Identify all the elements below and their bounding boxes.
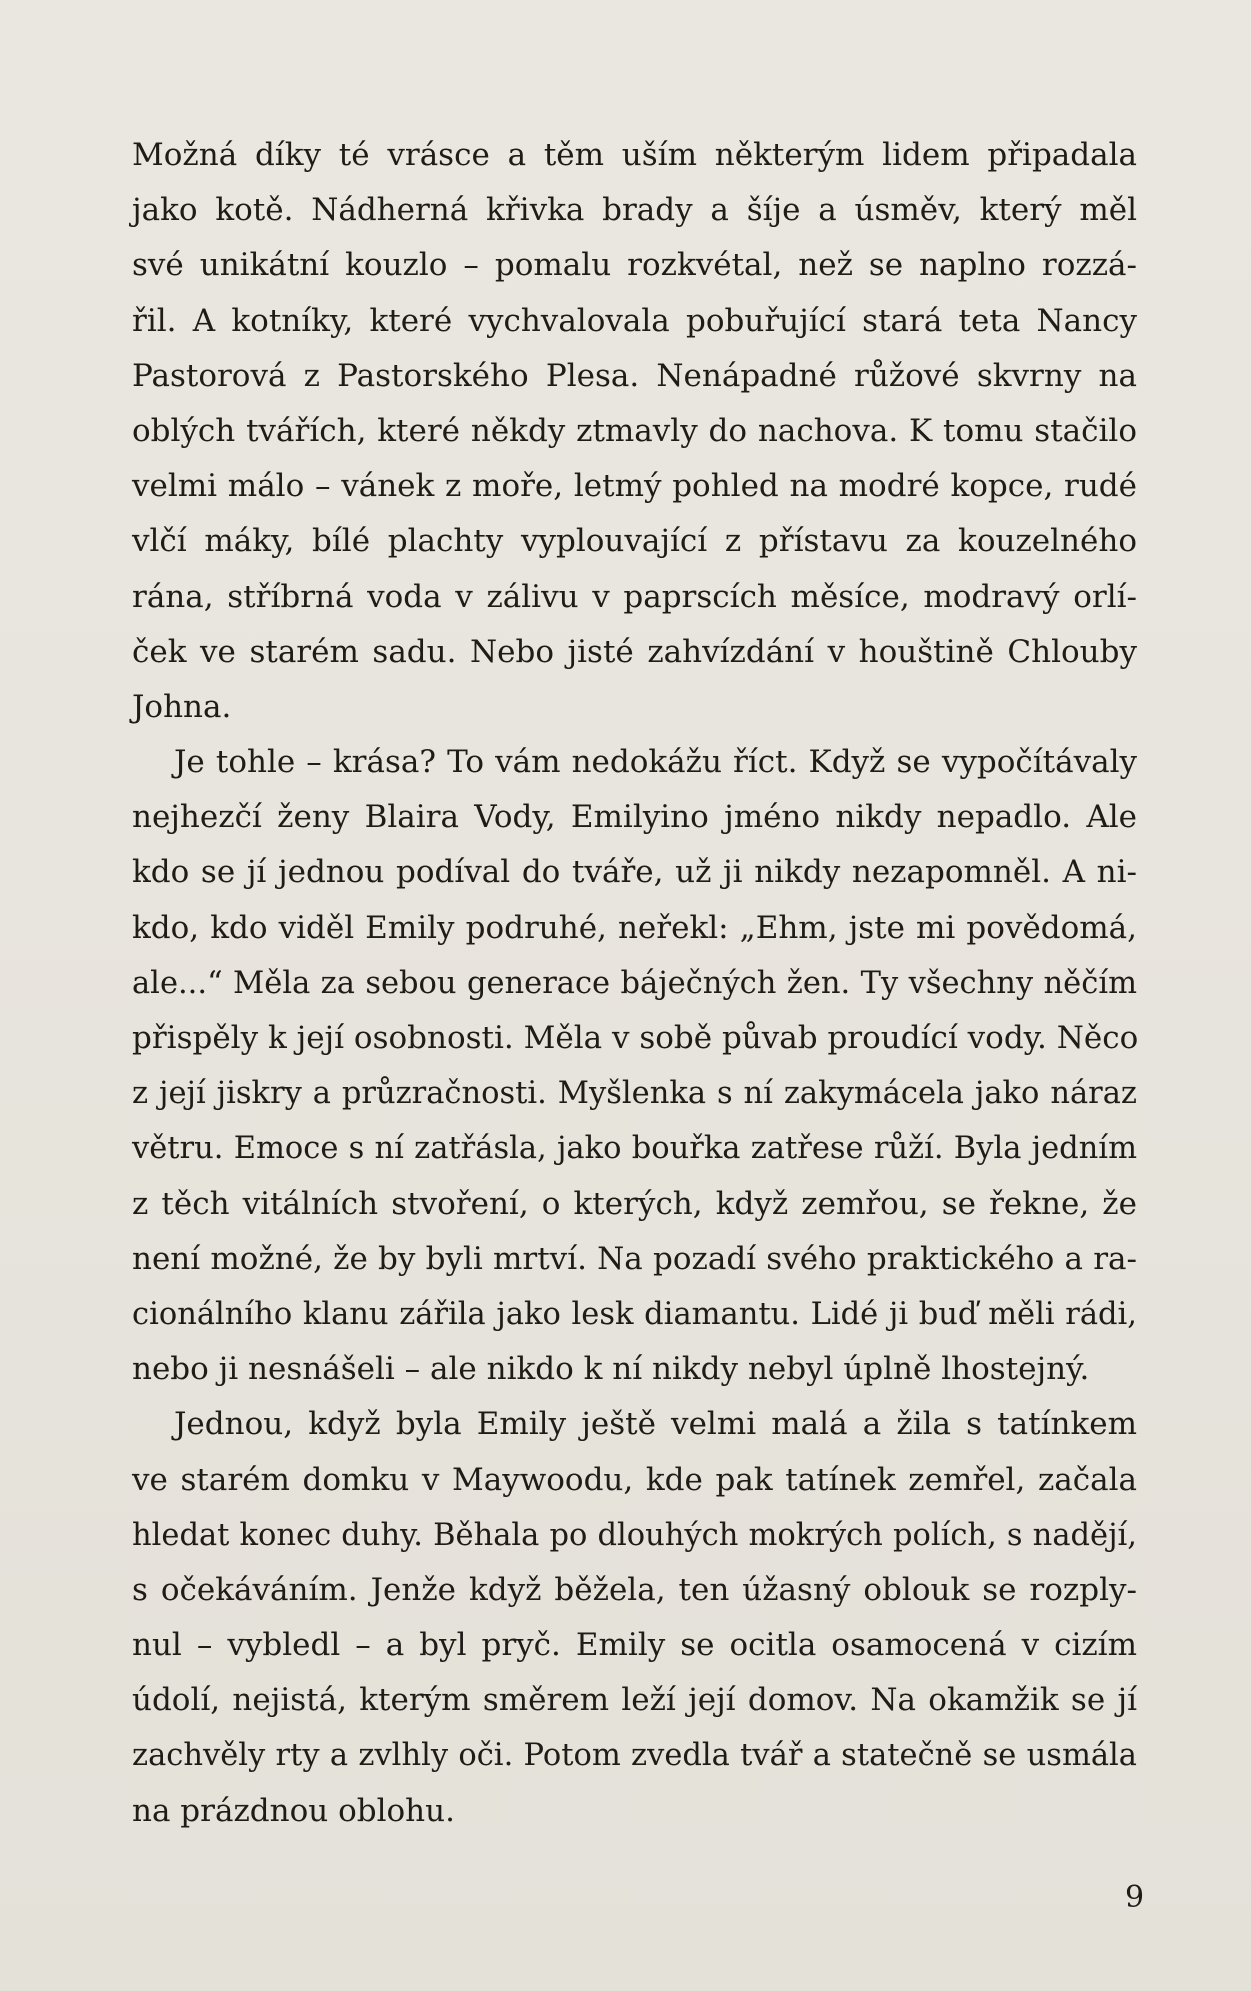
- text-line: řil. A kotníky, které vychvalovala pobuřující stará teta Nancy: [132, 302, 1137, 339]
- text-line: jako kotě. Nádherná křivka brady a šíje a úsměv, který měl: [132, 192, 1137, 229]
- body-text: [132, 128, 1137, 1839]
- text-line: s očekáváním. Jenže když běžela, ten úžasný oblouk se rozply-: [132, 1571, 1137, 1608]
- paragraph-3: [132, 1397, 1137, 1839]
- text-line: Johna.: [132, 688, 232, 725]
- text-line: zachvěly rty a zvlhly oči. Potom zvedla tvář a statečně se usmála: [132, 1738, 1137, 1774]
- text-line: z její jiskry a průzračnosti. Myšlenka s ní zakymácela jako náraz: [132, 1076, 1137, 1112]
- text-line: kdo, kdo viděl Emily podruhé, neřekl: „Ehm, jste mi povědomá,: [132, 909, 1137, 946]
- text-line: vlčí máky, bílé plachty vyplouvající z přístavu za kouzelného: [132, 523, 1137, 560]
- page-number: 9: [1125, 1880, 1145, 1915]
- text-line: nejhezčí ženy Blaira Vody, Emilyino jméno nikdy nepadlo. Ale: [132, 799, 1137, 836]
- text-line: přispěly k její osobnosti. Měla v sobě půvab proudící vody. Něco: [132, 1020, 1139, 1056]
- paragraph-1: [132, 128, 1137, 735]
- text-line: hledat konec duhy. Běhala po dlouhých mokrých polích, s nadějí,: [132, 1517, 1137, 1553]
- text-line: rána, stříbrná voda v zálivu v paprscích měsíce, modravý orlí-: [132, 578, 1137, 615]
- text-line: ve starém domku v Maywoodu, kde pak tatínek zemřel, začala: [132, 1461, 1137, 1498]
- text-line: ček ve starém sadu. Nebo jisté zahvízdání v houštině Chlouby: [132, 633, 1137, 670]
- text-line: z těch vitálních stvoření, o kterých, když zemřou, se řekne, že: [132, 1185, 1137, 1222]
- paragraph-2: [132, 735, 1137, 1397]
- text-line: své unikátní kouzlo – pomalu rozkvétal, než se naplno rozzá-: [132, 247, 1137, 284]
- text-line: Možná díky té vrásce a těm uším některým lidem připadala: [132, 137, 1137, 173]
- text-line: větru. Emoce s ní zatřásla, jako bouřka zatřese růží. Byla jedním: [132, 1131, 1137, 1167]
- text-line: nebo ji nesnášeli – ale nikdo k ní nikdy nebyl úplně lhostejný.: [132, 1351, 1090, 1388]
- text-line: údolí, nejistá, kterým směrem leží její domov. Na okamžik se jí: [132, 1682, 1137, 1719]
- text-line: Pastorová z Pastorského Plesa. Nenápadné růžové skvrny na: [132, 357, 1137, 394]
- text-line: velmi málo – vánek z moře, letmý pohled na modré kopce, rudé: [132, 468, 1137, 505]
- text-line: kdo se jí jednou podíval do tváře, už ji nikdy nezapomněl. A ni-: [132, 854, 1137, 891]
- text-line: Je tohle – krása? To vám nedokážu říct. Když se vypočítávaly: [174, 744, 1137, 781]
- text-line: není možné, že by byli mrtví. Na pozadí svého praktického a ra-: [132, 1240, 1137, 1277]
- text-line: nul – vybledl – a byl pryč. Emily se ocitla osamocená v cizím: [132, 1627, 1137, 1664]
- text-line: cionálního klanu zářila jako lesk diamantu. Lidé ji buď měli rádi,: [132, 1296, 1137, 1332]
- text-line: na prázdnou oblohu.: [132, 1792, 455, 1829]
- text-line: oblých tvářích, které někdy ztmavly do nachova. K tomu stačilo: [132, 412, 1137, 449]
- text-line: Jednou, když byla Emily ještě velmi malá a žila s tatínkem: [174, 1406, 1137, 1443]
- text-line: ale...“ Měla za sebou generace báječných žen. Ty všechny něčím: [132, 965, 1137, 1001]
